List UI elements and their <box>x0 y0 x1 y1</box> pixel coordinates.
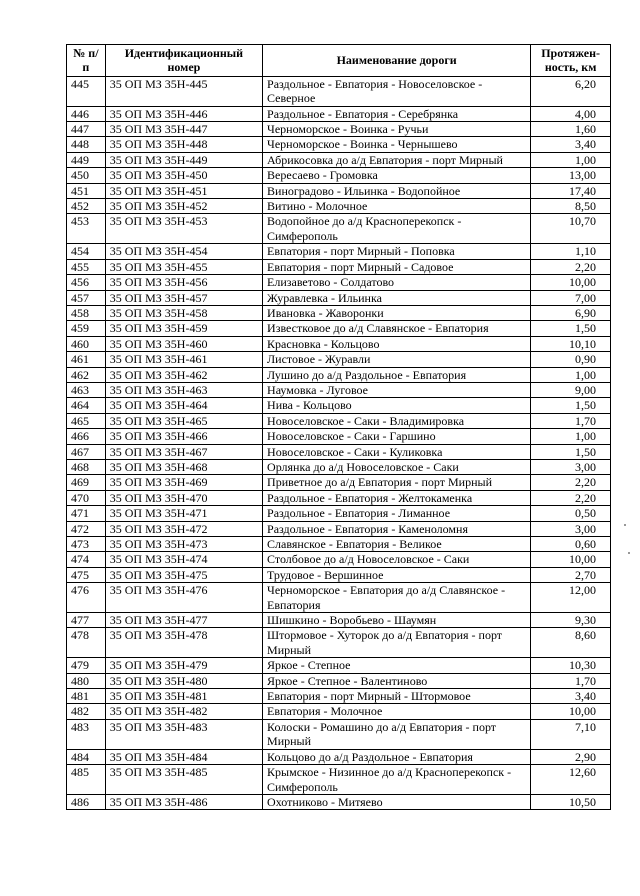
row-length: 10,00 <box>531 275 611 290</box>
row-number: 468 <box>67 459 106 474</box>
table-row <box>67 749 611 764</box>
table-row <box>67 122 611 137</box>
row-road-name: Раздольное - Евпатория - Лиманное <box>263 506 531 521</box>
row-number: 457 <box>67 290 106 305</box>
row-road-name: Евпатория - порт Мирный - Садовое <box>263 259 531 274</box>
row-id: 35 ОП МЗ 35Н-484 <box>105 749 262 764</box>
row-length: 4,00 <box>531 106 611 121</box>
row-number: 449 <box>67 152 106 167</box>
row-road-name: Трудовое - Вершинное <box>263 567 531 582</box>
row-number: 464 <box>67 398 106 413</box>
row-road-name: Славянское - Евпатория - Великое <box>263 537 531 552</box>
row-id: 35 ОП МЗ 35Н-459 <box>105 321 262 336</box>
row-road-name: Журавлевка - Ильинка <box>263 290 531 305</box>
table-row <box>67 673 611 688</box>
row-id: 35 ОП МЗ 35Н-480 <box>105 673 262 688</box>
table-header-row <box>67 45 611 77</box>
row-number: 467 <box>67 444 106 459</box>
row-number: 480 <box>67 673 106 688</box>
row-road-name: Виноградово - Ильинка - Водопойное <box>263 183 531 198</box>
row-length: 12,60 <box>531 765 611 795</box>
row-road-name: Водопойное до а/д Красноперекопск - Симферополь <box>263 214 531 244</box>
table-row <box>67 689 611 704</box>
row-length: 3,40 <box>531 689 611 704</box>
table-row <box>67 336 611 351</box>
row-number: 485 <box>67 765 106 795</box>
row-length: 7,00 <box>531 290 611 305</box>
table-row <box>67 152 611 167</box>
row-number: 471 <box>67 506 106 521</box>
row-length: 7,10 <box>531 719 611 749</box>
header-length: Протяжен-ность, км <box>531 45 611 77</box>
row-id: 35 ОП МЗ 35Н-469 <box>105 475 262 490</box>
row-length: 10,00 <box>531 704 611 719</box>
row-id: 35 ОП МЗ 35Н-474 <box>105 552 262 567</box>
row-number: 460 <box>67 336 106 351</box>
row-road-name: Нива - Кольцово <box>263 398 531 413</box>
row-number: 450 <box>67 168 106 183</box>
row-road-name: Витино - Молочное <box>263 199 531 214</box>
row-number: 465 <box>67 413 106 428</box>
row-length: 12,00 <box>531 583 611 613</box>
row-road-name: Раздольное - Евпатория - Новоселовское - Северное <box>263 76 531 106</box>
row-id: 35 ОП МЗ 35Н-475 <box>105 567 262 582</box>
table-row <box>67 382 611 397</box>
row-road-name: Черноморское - Воинка - Чернышево <box>263 137 531 152</box>
table-row <box>67 168 611 183</box>
row-number: 486 <box>67 794 106 809</box>
row-length: 6,90 <box>531 305 611 320</box>
row-id: 35 ОП МЗ 35Н-448 <box>105 137 262 152</box>
row-road-name: Красновка - Кольцово <box>263 336 531 351</box>
row-length: 10,50 <box>531 794 611 809</box>
row-number: 448 <box>67 137 106 152</box>
row-length: 3,00 <box>531 521 611 536</box>
row-length: 2,20 <box>531 475 611 490</box>
row-length: 1,50 <box>531 398 611 413</box>
table-row <box>67 398 611 413</box>
row-road-name: Лушино до а/д Раздольное - Евпатория <box>263 367 531 382</box>
table-row <box>67 459 611 474</box>
table-row <box>67 259 611 274</box>
row-length: 2,70 <box>531 567 611 582</box>
row-road-name: Евпатория - Молочное <box>263 704 531 719</box>
scan-speck <box>628 552 630 554</box>
row-road-name: Яркое - Степное <box>263 658 531 673</box>
table-row <box>67 352 611 367</box>
row-id: 35 ОП МЗ 35Н-456 <box>105 275 262 290</box>
row-road-name: Кольцово до а/д Раздольное - Евпатория <box>263 749 531 764</box>
row-length: 1,50 <box>531 321 611 336</box>
row-number: 462 <box>67 367 106 382</box>
table-row <box>67 429 611 444</box>
table-row <box>67 305 611 320</box>
row-id: 35 ОП МЗ 35Н-452 <box>105 199 262 214</box>
row-id: 35 ОП МЗ 35Н-455 <box>105 259 262 274</box>
table-row <box>67 490 611 505</box>
row-length: 9,30 <box>531 613 611 628</box>
table-row <box>67 567 611 582</box>
row-length: 1,00 <box>531 429 611 444</box>
row-id: 35 ОП МЗ 35Н-479 <box>105 658 262 673</box>
table-row <box>67 413 611 428</box>
table-row <box>67 552 611 567</box>
row-length: 2,90 <box>531 749 611 764</box>
row-id: 35 ОП МЗ 35Н-482 <box>105 704 262 719</box>
table-row <box>67 521 611 536</box>
row-road-name: Охотниково - Митяево <box>263 794 531 809</box>
row-road-name: Колоски - Ромашино до а/д Евпатория - порт Мирный <box>263 719 531 749</box>
row-length: 10,30 <box>531 658 611 673</box>
row-id: 35 ОП МЗ 35Н-447 <box>105 122 262 137</box>
row-number: 458 <box>67 305 106 320</box>
row-number: 454 <box>67 244 106 259</box>
row-id: 35 ОП МЗ 35Н-454 <box>105 244 262 259</box>
row-id: 35 ОП МЗ 35Н-460 <box>105 336 262 351</box>
row-id: 35 ОП МЗ 35Н-463 <box>105 382 262 397</box>
row-number: 475 <box>67 567 106 582</box>
row-number: 451 <box>67 183 106 198</box>
row-road-name: Столбовое до а/д Новоселовское - Саки <box>263 552 531 567</box>
row-number: 473 <box>67 537 106 552</box>
row-number: 456 <box>67 275 106 290</box>
row-id: 35 ОП МЗ 35Н-461 <box>105 352 262 367</box>
row-road-name: Абрикосовка до а/д Евпатория - порт Мирный <box>263 152 531 167</box>
row-id: 35 ОП МЗ 35Н-481 <box>105 689 262 704</box>
row-number: 474 <box>67 552 106 567</box>
row-length: 1,60 <box>531 122 611 137</box>
row-number: 483 <box>67 719 106 749</box>
table-row <box>67 367 611 382</box>
table-row <box>67 658 611 673</box>
row-road-name: Известковое до а/д Славянское - Евпатория <box>263 321 531 336</box>
row-id: 35 ОП МЗ 35Н-462 <box>105 367 262 382</box>
row-length: 10,10 <box>531 336 611 351</box>
row-number: 461 <box>67 352 106 367</box>
row-number: 482 <box>67 704 106 719</box>
row-road-name: Елизаветово - Солдатово <box>263 275 531 290</box>
row-number: 478 <box>67 628 106 658</box>
table-row <box>67 76 611 106</box>
row-road-name: Черноморское - Воинка - Ручьи <box>263 122 531 137</box>
row-road-name: Шишкино - Воробьево - Шаумян <box>263 613 531 628</box>
row-road-name: Листовое - Журавли <box>263 352 531 367</box>
row-road-name: Евпатория - порт Мирный - Штормовое <box>263 689 531 704</box>
row-id: 35 ОП МЗ 35Н-449 <box>105 152 262 167</box>
row-road-name: Крымское - Низинное до а/д Красноперекопск - Симферополь <box>263 765 531 795</box>
row-number: 472 <box>67 521 106 536</box>
row-id: 35 ОП МЗ 35Н-467 <box>105 444 262 459</box>
row-id: 35 ОП МЗ 35Н-458 <box>105 305 262 320</box>
row-number: 452 <box>67 199 106 214</box>
row-length: 2,20 <box>531 490 611 505</box>
row-road-name: Черноморское - Евпатория до а/д Славянское - Евпатория <box>263 583 531 613</box>
row-id: 35 ОП МЗ 35Н-468 <box>105 459 262 474</box>
table-row <box>67 275 611 290</box>
row-length: 0,50 <box>531 506 611 521</box>
table-row <box>67 613 611 628</box>
row-length: 8,50 <box>531 199 611 214</box>
row-road-name: Ивановка - Жаворонки <box>263 305 531 320</box>
row-length: 17,40 <box>531 183 611 198</box>
row-id: 35 ОП МЗ 35Н-486 <box>105 794 262 809</box>
row-number: 484 <box>67 749 106 764</box>
table-row <box>67 506 611 521</box>
row-id: 35 ОП МЗ 35Н-457 <box>105 290 262 305</box>
table-row <box>67 214 611 244</box>
row-number: 476 <box>67 583 106 613</box>
row-number: 445 <box>67 76 106 106</box>
row-number: 477 <box>67 613 106 628</box>
row-number: 470 <box>67 490 106 505</box>
row-length: 1,00 <box>531 367 611 382</box>
table-row <box>67 719 611 749</box>
table-row <box>67 794 611 809</box>
row-number: 446 <box>67 106 106 121</box>
row-road-name: Орлянка до а/д Новоселовское - Саки <box>263 459 531 474</box>
table-row <box>67 199 611 214</box>
table-row <box>67 321 611 336</box>
header-name: Наименование дороги <box>263 45 531 77</box>
scan-speck <box>624 524 626 526</box>
table-row <box>67 244 611 259</box>
row-id: 35 ОП МЗ 35Н-466 <box>105 429 262 444</box>
row-id: 35 ОП МЗ 35Н-464 <box>105 398 262 413</box>
row-length: 2,20 <box>531 259 611 274</box>
row-number: 466 <box>67 429 106 444</box>
row-length: 1,50 <box>531 444 611 459</box>
row-length: 1,70 <box>531 673 611 688</box>
row-number: 479 <box>67 658 106 673</box>
roads-table <box>66 44 611 810</box>
table-row <box>67 475 611 490</box>
row-number: 459 <box>67 321 106 336</box>
row-number: 455 <box>67 259 106 274</box>
table-row <box>67 583 611 613</box>
header-id: Идентификационный номер <box>105 45 262 77</box>
row-id: 35 ОП МЗ 35Н-450 <box>105 168 262 183</box>
row-id: 35 ОП МЗ 35Н-478 <box>105 628 262 658</box>
table-row <box>67 183 611 198</box>
row-length: 9,00 <box>531 382 611 397</box>
row-number: 469 <box>67 475 106 490</box>
row-road-name: Евпатория - порт Мирный - Поповка <box>263 244 531 259</box>
row-length: 10,00 <box>531 552 611 567</box>
row-id: 35 ОП МЗ 35Н-470 <box>105 490 262 505</box>
table-row <box>67 137 611 152</box>
table-row <box>67 106 611 121</box>
row-id: 35 ОП МЗ 35Н-446 <box>105 106 262 121</box>
row-length: 0,90 <box>531 352 611 367</box>
row-length: 3,00 <box>531 459 611 474</box>
row-id: 35 ОП МЗ 35Н-453 <box>105 214 262 244</box>
row-number: 447 <box>67 122 106 137</box>
row-id: 35 ОП МЗ 35Н-451 <box>105 183 262 198</box>
row-length: 1,70 <box>531 413 611 428</box>
table-row <box>67 704 611 719</box>
table-row <box>67 537 611 552</box>
table-row <box>67 628 611 658</box>
row-id: 35 ОП МЗ 35Н-477 <box>105 613 262 628</box>
row-id: 35 ОП МЗ 35Н-445 <box>105 76 262 106</box>
row-id: 35 ОП МЗ 35Н-473 <box>105 537 262 552</box>
row-length: 3,40 <box>531 137 611 152</box>
row-road-name: Яркое - Степное - Валентиново <box>263 673 531 688</box>
row-length: 8,60 <box>531 628 611 658</box>
table-row <box>67 290 611 305</box>
header-num: № п/п <box>67 45 106 77</box>
row-number: 481 <box>67 689 106 704</box>
row-id: 35 ОП МЗ 35Н-483 <box>105 719 262 749</box>
row-id: 35 ОП МЗ 35Н-476 <box>105 583 262 613</box>
row-road-name: Раздольное - Евпатория - Желтокаменка <box>263 490 531 505</box>
row-road-name: Вересаево - Громовка <box>263 168 531 183</box>
row-length: 1,00 <box>531 152 611 167</box>
row-id: 35 ОП МЗ 35Н-465 <box>105 413 262 428</box>
row-road-name: Новоселовское - Саки - Гаршино <box>263 429 531 444</box>
row-id: 35 ОП МЗ 35Н-471 <box>105 506 262 521</box>
row-length: 0,60 <box>531 537 611 552</box>
row-length: 6,20 <box>531 76 611 106</box>
row-road-name: Новоселовское - Саки - Владимировка <box>263 413 531 428</box>
row-id: 35 ОП МЗ 35Н-485 <box>105 765 262 795</box>
row-road-name: Раздольное - Евпатория - Каменоломня <box>263 521 531 536</box>
row-number: 463 <box>67 382 106 397</box>
row-length: 10,70 <box>531 214 611 244</box>
row-length: 1,10 <box>531 244 611 259</box>
table-row <box>67 444 611 459</box>
row-number: 453 <box>67 214 106 244</box>
row-road-name: Новоселовское - Саки - Куликовка <box>263 444 531 459</box>
row-id: 35 ОП МЗ 35Н-472 <box>105 521 262 536</box>
table-row <box>67 765 611 795</box>
row-length: 13,00 <box>531 168 611 183</box>
row-road-name: Раздольное - Евпатория - Серебрянка <box>263 106 531 121</box>
row-road-name: Приветное до а/д Евпатория - порт Мирный <box>263 475 531 490</box>
row-road-name: Штормовое - Хуторок до а/д Евпатория - порт Мирный <box>263 628 531 658</box>
row-road-name: Наумовка - Луговое <box>263 382 531 397</box>
